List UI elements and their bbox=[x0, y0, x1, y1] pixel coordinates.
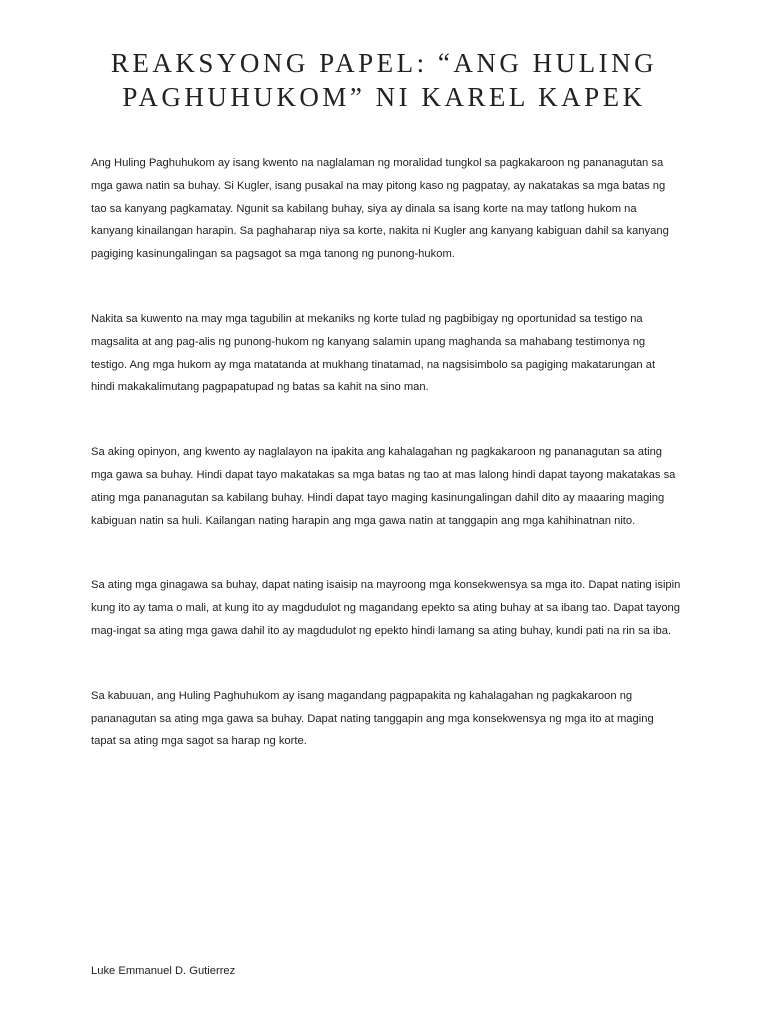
title-line-2: PAGHUHUKOM” NI KAREL KAPEK bbox=[122, 82, 646, 112]
paragraph-5: Sa kabuuan, ang Huling Paghuhukom ay isang magandang pagpapakita ng kahalagahan ng pagkakaroon ng pananagutan sa ating mga gawa sa buhay. Dapat nating tanggapin ang mga konsekwensya ng mga ito at maging tapat sa ating mga sagot sa harap ng korte. bbox=[91, 689, 654, 748]
document-title bbox=[40, 46, 728, 114]
paragraph-4: Sa ating mga ginagawa sa buhay, dapat nating isaisip na mayroong mga konsekwensya sa mga ito. Dapat nating isipin kung ito ay tama o mali, at kung ito ay magdudulot ng magandang epekto sa ating buhay at sa ibang tao. Dapat tayong mag-ingat sa ating mga gawa dahil ito ay magdudulot ng epekto hindi lamang sa ating buhay, kundi pati na rin sa iba. bbox=[91, 579, 681, 637]
paragraph-2: Nakita sa kuwento na may mga tagubilin at mekaniks ng korte tulad ng pagbibigay ng oportunidad sa testigo na magsalita at ang pag-alis ng punong-hukom ng kanyang salamin upang maghanda sa mahabang testimonya ng testigo. Ang mga hukom ay mga matatanda at mukhang tinatamad, na nagsisimbolo sa pagiging makatarungan at hindi makakalimutang pagpapatupad ng batas sa kahit na sino man. bbox=[91, 312, 656, 394]
paragraph-1: Ang Huling Paghuhukom ay isang kwento na naglalaman ng moralidad tungkol sa pagkakaroon ng pananagutan sa mga gawa natin sa buhay. Si Kugler, isang pusakal na may pitong kaso ng pagpatay, ay nakatakas sa mga batas ng tao sa kanyang pagkamatay. Ngunit sa kabilang buhay, siya ay dinala sa isang korte na may tatlong hukom na kanyang kinailangan harapin. Sa paghaharap niya sa korte, nakita ni Kugler ang kanyang kabiguan dahil sa kanyang pagiging kasinungalingan sa pagsagot sa mga tanong ng punong-hukom. bbox=[91, 157, 669, 261]
author-name: Luke Emmanuel D. Gutierrez bbox=[91, 965, 236, 977]
paragraph-3: Sa aking opinyon, ang kwento ay naglalayon na ipakita ang kahalagahan ng pagkakaroon ng pananagutan sa ating mga gawa sa buhay. Hindi dapat tayo makatakas sa mga batas ng tao at mas lalong hindi dapat tayong makatakas sa ating mga pananagutan sa kabilang buhay. Hindi dapat tayo maging kasinungalingan dahil dito ay maaaring maging kabiguan natin sa huli. Kailangan nating harapin ang mga gawa natin at tanggapin ang mga kahihinatnan nito. bbox=[91, 446, 676, 527]
title-line-1: REAKSYONG PAPEL: “ANG HULING bbox=[110, 48, 658, 78]
document-body bbox=[91, 152, 681, 795]
